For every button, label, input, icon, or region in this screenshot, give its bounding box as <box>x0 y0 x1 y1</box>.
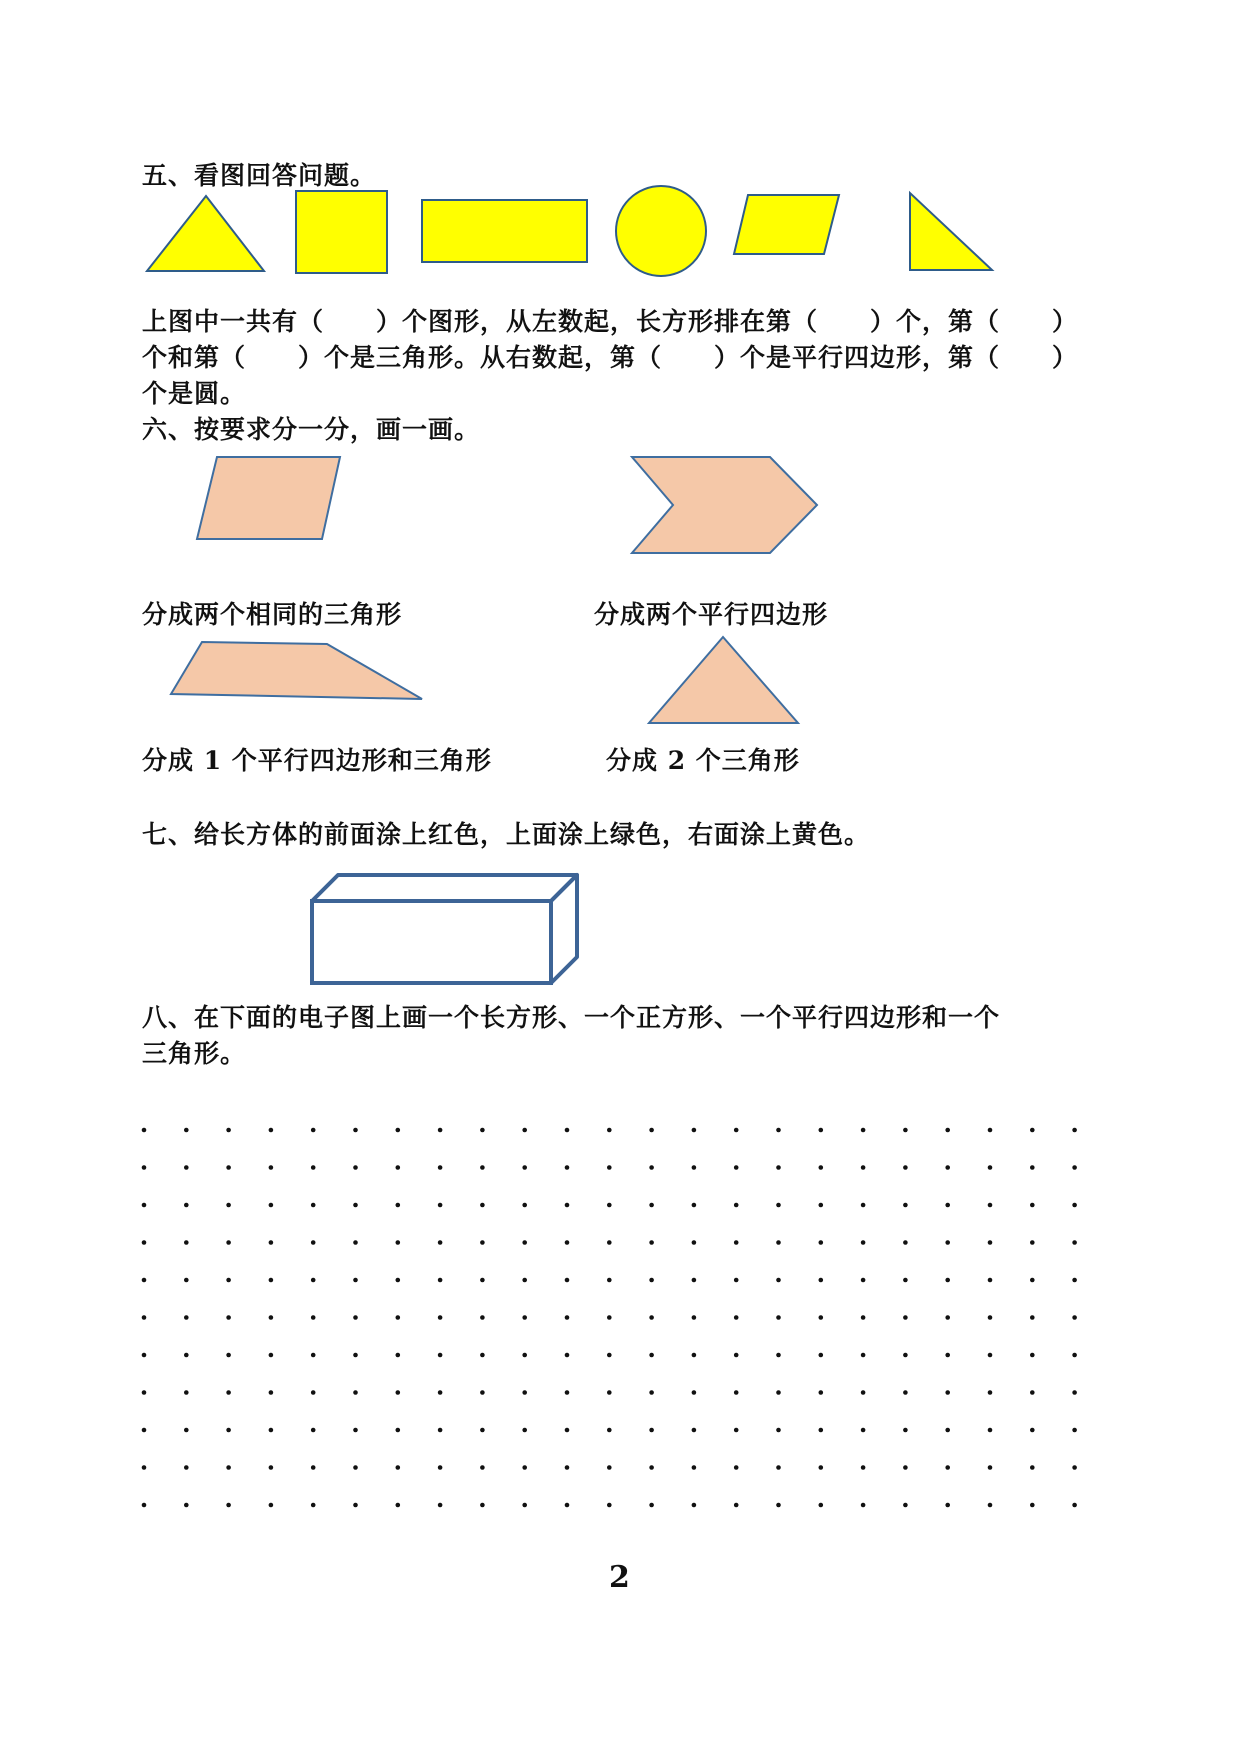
grid-dot <box>819 1203 824 1208</box>
grid-dot <box>861 1278 866 1283</box>
grid-dot <box>945 1503 950 1508</box>
grid-dot <box>269 1503 274 1508</box>
section5-heading: 五、看图回答问题。 <box>142 161 377 190</box>
grid-dot <box>480 1353 485 1358</box>
grid-dot <box>1072 1428 1077 1433</box>
grid-dot <box>396 1465 401 1470</box>
grid-dot <box>734 1353 739 1358</box>
grid-dot <box>226 1315 231 1320</box>
section5-question-line1: 上图中一共有（ ）个图形，从左数起，长方形排在第（ ）个，第（ ） <box>142 307 1079 336</box>
grid-dot <box>819 1165 824 1170</box>
grid-dot <box>269 1165 274 1170</box>
grid-dot <box>480 1503 485 1508</box>
grid-dot <box>692 1240 697 1245</box>
grid-dot <box>353 1503 358 1508</box>
grid-dot <box>142 1128 147 1133</box>
grid-dot <box>1030 1465 1035 1470</box>
grid-dot <box>1030 1428 1035 1433</box>
grid-dot <box>819 1315 824 1320</box>
grid-dot <box>522 1503 527 1508</box>
triangle-shape-1 <box>147 196 264 271</box>
grid-dot <box>819 1353 824 1358</box>
grid-dot <box>861 1240 866 1245</box>
grid-dot <box>565 1278 570 1283</box>
grid-dot <box>311 1203 316 1208</box>
grid-dot <box>353 1278 358 1283</box>
grid-dot <box>649 1278 654 1283</box>
grid-dot <box>861 1165 866 1170</box>
grid-dot <box>776 1278 781 1283</box>
grid-dot <box>438 1465 443 1470</box>
grid-dot <box>1030 1165 1035 1170</box>
grid-dot <box>692 1503 697 1508</box>
grid-dot <box>988 1503 993 1508</box>
grid-dot <box>480 1203 485 1208</box>
grid-dot <box>692 1353 697 1358</box>
grid-dot <box>903 1315 908 1320</box>
triangle-shape-2 <box>910 193 992 270</box>
grid-dot <box>142 1315 147 1320</box>
grid-dot <box>734 1128 739 1133</box>
grid-dot <box>607 1428 612 1433</box>
grid-dot <box>903 1353 908 1358</box>
grid-dot <box>776 1128 781 1133</box>
grid-dot <box>480 1278 485 1283</box>
grid-dot <box>861 1465 866 1470</box>
grid-dot <box>1030 1203 1035 1208</box>
grid-dot <box>226 1278 231 1283</box>
grid-dot <box>396 1315 401 1320</box>
grid-dot <box>269 1465 274 1470</box>
section6-label-1: 分成两个相同的三角形 <box>142 600 403 629</box>
grid-dot <box>311 1465 316 1470</box>
grid-dot <box>353 1203 358 1208</box>
grid-dot <box>142 1278 147 1283</box>
grid-dot <box>649 1465 654 1470</box>
square-shape <box>296 191 387 273</box>
grid-dot <box>776 1240 781 1245</box>
grid-dot <box>269 1428 274 1433</box>
grid-dot <box>1072 1465 1077 1470</box>
grid-dot <box>353 1428 358 1433</box>
grid-dot <box>184 1240 189 1245</box>
grid-dot <box>396 1240 401 1245</box>
section8-heading-line1: 八、在下面的电子图上画一个长方形、一个正方形、一个平行四边形和一个 <box>142 1003 1001 1032</box>
grid-dot <box>1072 1315 1077 1320</box>
chevron-figure <box>625 450 825 560</box>
grid-dot <box>903 1278 908 1283</box>
grid-dot <box>269 1278 274 1283</box>
grid-dot <box>945 1165 950 1170</box>
grid-dot <box>565 1128 570 1133</box>
grid-dot <box>353 1353 358 1358</box>
grid-dot <box>480 1428 485 1433</box>
grid-dot <box>776 1353 781 1358</box>
grid-dot <box>903 1240 908 1245</box>
grid-dot <box>861 1390 866 1395</box>
grid-dot <box>734 1503 739 1508</box>
grid-dot <box>184 1128 189 1133</box>
grid-dot <box>184 1503 189 1508</box>
grid-dot <box>438 1315 443 1320</box>
grid-dot <box>692 1128 697 1133</box>
grid-dot <box>945 1465 950 1470</box>
grid-dot <box>480 1315 485 1320</box>
grid-dot <box>269 1203 274 1208</box>
grid-dot <box>565 1428 570 1433</box>
grid-dot <box>607 1315 612 1320</box>
grid-dot <box>1030 1240 1035 1245</box>
grid-dot <box>649 1128 654 1133</box>
grid-dot <box>1072 1278 1077 1283</box>
grid-dot <box>607 1165 612 1170</box>
grid-dot <box>226 1203 231 1208</box>
grid-dot <box>565 1315 570 1320</box>
grid-dot <box>269 1128 274 1133</box>
section6-label-4: 分成 2 个三角形 <box>606 746 800 775</box>
grid-dot <box>311 1503 316 1508</box>
grid-dot <box>945 1128 950 1133</box>
grid-dot <box>607 1203 612 1208</box>
grid-dot <box>522 1240 527 1245</box>
grid-dot <box>988 1203 993 1208</box>
grid-dot <box>353 1315 358 1320</box>
grid-dot <box>607 1465 612 1470</box>
grid-dot <box>226 1240 231 1245</box>
grid-dot <box>819 1428 824 1433</box>
rectangle-shape <box>422 200 587 262</box>
grid-dot <box>903 1503 908 1508</box>
grid-dot <box>649 1428 654 1433</box>
grid-dot <box>692 1428 697 1433</box>
grid-dot <box>649 1315 654 1320</box>
grid-dot <box>988 1353 993 1358</box>
grid-dot <box>184 1465 189 1470</box>
grid-dot <box>861 1203 866 1208</box>
grid-dot <box>311 1353 316 1358</box>
grid-dot <box>1030 1503 1035 1508</box>
grid-dot <box>142 1165 147 1170</box>
grid-dot <box>184 1165 189 1170</box>
grid-dot <box>226 1353 231 1358</box>
section6-heading: 六、按要求分一分，画一画。 <box>142 415 481 444</box>
grid-dot <box>945 1240 950 1245</box>
grid-dot <box>1072 1240 1077 1245</box>
grid-dot <box>438 1240 443 1245</box>
section6-label-3: 分成 1 个平行四边形和三角形 <box>142 746 492 775</box>
grid-dot <box>776 1203 781 1208</box>
grid-dot <box>480 1165 485 1170</box>
grid-dot <box>692 1465 697 1470</box>
grid-dot <box>311 1390 316 1395</box>
grid-dot <box>226 1503 231 1508</box>
grid-dot <box>522 1278 527 1283</box>
grid-dot <box>692 1165 697 1170</box>
grid-dot <box>734 1390 739 1395</box>
grid-dot <box>565 1353 570 1358</box>
grid-dot <box>353 1128 358 1133</box>
parallelogram-figure <box>190 450 350 550</box>
grid-dot <box>184 1428 189 1433</box>
grid-dot <box>396 1278 401 1283</box>
grid-dot <box>861 1315 866 1320</box>
grid-dot <box>184 1315 189 1320</box>
grid-dot <box>1030 1278 1035 1283</box>
grid-dot <box>565 1165 570 1170</box>
grid-dot <box>522 1353 527 1358</box>
grid-dot <box>607 1278 612 1283</box>
grid-dot <box>903 1390 908 1395</box>
parallelogram-shape <box>734 195 839 254</box>
grid-dot <box>1030 1353 1035 1358</box>
grid-dot <box>311 1128 316 1133</box>
grid-dot <box>269 1240 274 1245</box>
grid-dot <box>269 1315 274 1320</box>
grid-dot <box>311 1240 316 1245</box>
grid-dot <box>607 1390 612 1395</box>
grid-dot <box>565 1240 570 1245</box>
grid-dot <box>522 1428 527 1433</box>
grid-dot <box>776 1428 781 1433</box>
grid-dot <box>480 1390 485 1395</box>
grid-dot <box>903 1165 908 1170</box>
grid-dot <box>819 1465 824 1470</box>
grid-dot <box>776 1465 781 1470</box>
grid-dot <box>438 1390 443 1395</box>
grid-dot <box>142 1390 147 1395</box>
grid-dot <box>607 1240 612 1245</box>
grid-dot <box>945 1203 950 1208</box>
grid-dot <box>226 1428 231 1433</box>
grid-dot <box>522 1315 527 1320</box>
grid-dot <box>142 1240 147 1245</box>
grid-dot <box>649 1165 654 1170</box>
grid-dot <box>945 1428 950 1433</box>
grid-dot <box>776 1165 781 1170</box>
section5-question-line3: 个是圆。 <box>142 379 247 408</box>
grid-dot <box>861 1428 866 1433</box>
grid-dot <box>649 1503 654 1508</box>
grid-dot <box>438 1165 443 1170</box>
grid-dot <box>565 1203 570 1208</box>
grid-dot <box>734 1428 739 1433</box>
grid-dot <box>269 1353 274 1358</box>
grid-dot <box>692 1278 697 1283</box>
circle-shape <box>616 186 706 276</box>
grid-dot <box>988 1165 993 1170</box>
grid-dot <box>1072 1203 1077 1208</box>
grid-dot <box>776 1315 781 1320</box>
grid-dot <box>988 1240 993 1245</box>
grid-dot <box>1072 1390 1077 1395</box>
grid-dot <box>692 1315 697 1320</box>
grid-dot <box>734 1203 739 1208</box>
grid-dot <box>649 1203 654 1208</box>
grid-dot <box>184 1390 189 1395</box>
section8-heading-line2: 三角形。 <box>142 1039 247 1068</box>
grid-dot <box>988 1428 993 1433</box>
grid-dot <box>903 1428 908 1433</box>
grid-dot <box>184 1203 189 1208</box>
grid-dot <box>776 1390 781 1395</box>
grid-dot <box>438 1203 443 1208</box>
grid-dot <box>734 1278 739 1283</box>
grid-dot <box>396 1503 401 1508</box>
grid-dot <box>903 1128 908 1133</box>
grid-dot <box>480 1240 485 1245</box>
grid-dot <box>353 1390 358 1395</box>
grid-dot <box>142 1428 147 1433</box>
grid-dot <box>311 1428 316 1433</box>
cuboid-figure <box>305 865 585 990</box>
page-number: 2 <box>609 1560 630 1595</box>
grid-dot <box>819 1278 824 1283</box>
grid-dot <box>1072 1353 1077 1358</box>
grid-dot <box>184 1278 189 1283</box>
grid-dot <box>565 1503 570 1508</box>
grid-dot <box>819 1390 824 1395</box>
grid-dot <box>861 1353 866 1358</box>
grid-dot <box>607 1128 612 1133</box>
grid-dot <box>396 1390 401 1395</box>
grid-dot <box>396 1428 401 1433</box>
grid-dot <box>438 1353 443 1358</box>
grid-dot <box>353 1165 358 1170</box>
grid-dot <box>522 1165 527 1170</box>
dot-grid[interactable] <box>130 1110 1090 1550</box>
grid-dot <box>480 1465 485 1470</box>
grid-dot <box>396 1165 401 1170</box>
triangle-figure <box>645 630 805 730</box>
grid-dot <box>692 1390 697 1395</box>
grid-dot <box>988 1465 993 1470</box>
grid-dot <box>142 1203 147 1208</box>
grid-dot <box>649 1240 654 1245</box>
grid-dot <box>945 1315 950 1320</box>
cuboid-top-face <box>312 875 577 901</box>
grid-dot <box>226 1165 231 1170</box>
grid-dot <box>607 1503 612 1508</box>
grid-dot <box>861 1503 866 1508</box>
grid-dot <box>945 1390 950 1395</box>
grid-dot <box>142 1353 147 1358</box>
grid-dot <box>353 1465 358 1470</box>
grid-dot <box>226 1128 231 1133</box>
grid-dot <box>522 1390 527 1395</box>
grid-dot <box>903 1203 908 1208</box>
grid-dot <box>734 1315 739 1320</box>
grid-dot <box>607 1353 612 1358</box>
grid-dot <box>353 1240 358 1245</box>
section7-heading: 七、给长方体的前面涂上红色，上面涂上绿色，右面涂上黄色。 <box>142 820 871 849</box>
grid-dot <box>734 1465 739 1470</box>
grid-dot <box>438 1278 443 1283</box>
grid-dot <box>269 1390 274 1395</box>
grid-dot <box>311 1278 316 1283</box>
grid-dot <box>819 1128 824 1133</box>
section5-question-line2: 个和第（ ）个是三角形。从右数起，第（ ）个是平行四边形，第（ ） <box>142 343 1079 372</box>
grid-dot <box>480 1128 485 1133</box>
cuboid-front-face <box>312 901 551 983</box>
grid-dot <box>819 1503 824 1508</box>
trapezoid-figure <box>165 635 430 710</box>
section6-label-2: 分成两个平行四边形 <box>594 600 829 629</box>
grid-dot <box>396 1353 401 1358</box>
grid-dot <box>438 1503 443 1508</box>
grid-dot <box>988 1278 993 1283</box>
grid-dot <box>438 1428 443 1433</box>
grid-dot <box>522 1465 527 1470</box>
grid-dot <box>988 1390 993 1395</box>
grid-dot <box>142 1503 147 1508</box>
grid-dot <box>988 1315 993 1320</box>
grid-dot <box>142 1465 147 1470</box>
grid-dot <box>819 1240 824 1245</box>
grid-dot <box>226 1465 231 1470</box>
grid-dot <box>396 1128 401 1133</box>
grid-dot <box>522 1128 527 1133</box>
grid-dot <box>776 1503 781 1508</box>
grid-dot <box>1030 1390 1035 1395</box>
grid-dot <box>1030 1315 1035 1320</box>
grid-dot <box>184 1353 189 1358</box>
grid-dot <box>734 1165 739 1170</box>
grid-dot <box>945 1353 950 1358</box>
grid-dot <box>945 1278 950 1283</box>
grid-dot <box>438 1128 443 1133</box>
grid-dot <box>734 1240 739 1245</box>
grid-dot <box>1072 1503 1077 1508</box>
cuboid-right-face <box>551 875 577 983</box>
grid-dot <box>311 1315 316 1320</box>
grid-dot <box>226 1390 231 1395</box>
grid-dot <box>522 1203 527 1208</box>
grid-dot <box>1072 1165 1077 1170</box>
grid-dot <box>649 1390 654 1395</box>
grid-dot <box>861 1128 866 1133</box>
grid-dot <box>903 1465 908 1470</box>
grid-dot <box>565 1465 570 1470</box>
section5-shapes <box>140 180 1020 280</box>
grid-dot <box>1030 1128 1035 1133</box>
grid-dot <box>565 1390 570 1395</box>
grid-dot <box>396 1203 401 1208</box>
grid-dot <box>649 1353 654 1358</box>
grid-dot <box>1072 1128 1077 1133</box>
grid-dot <box>988 1128 993 1133</box>
grid-dot <box>692 1203 697 1208</box>
grid-dot <box>311 1165 316 1170</box>
